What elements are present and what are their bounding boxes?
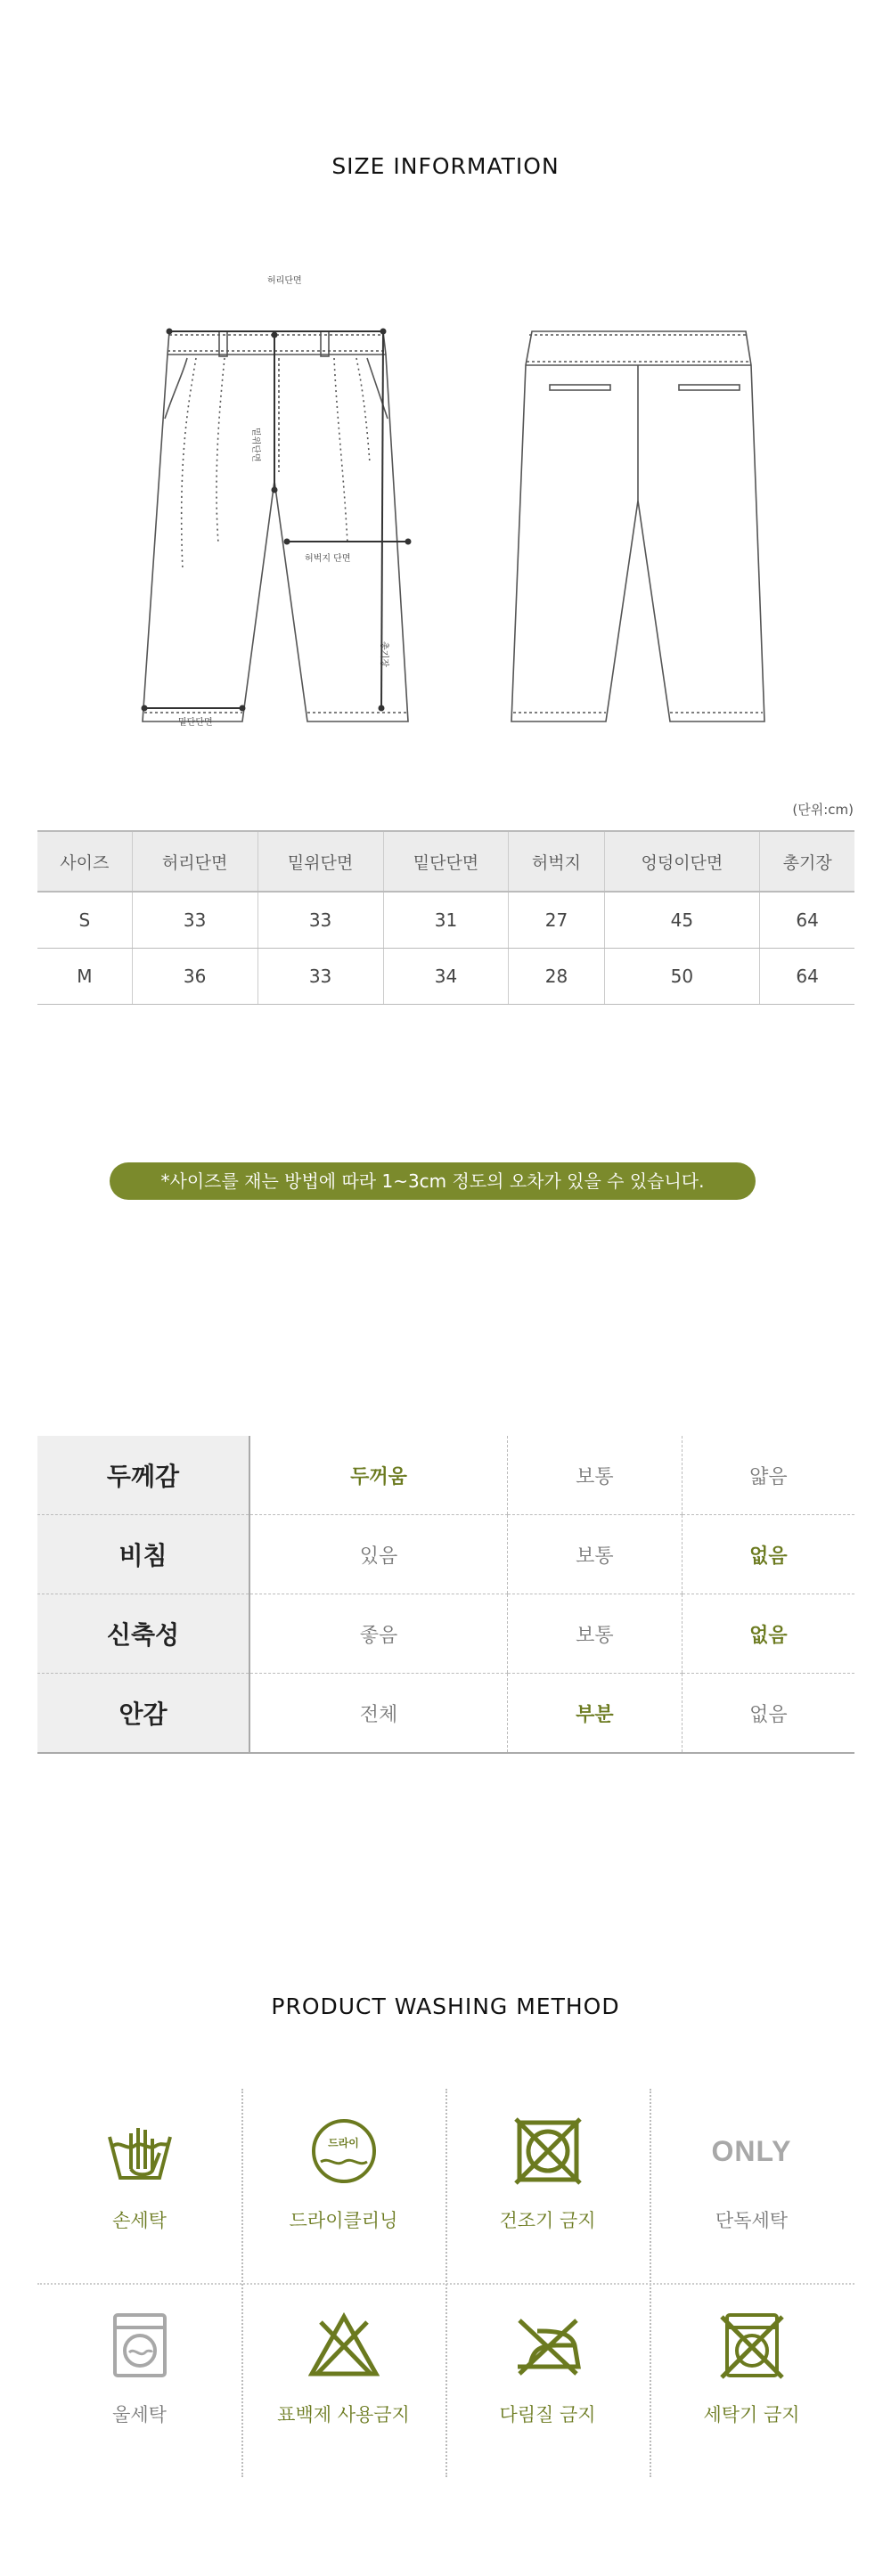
wash-label: 표백제 사용금지: [277, 2404, 410, 2425]
header-cell: 사이즈: [37, 831, 132, 892]
wash-item: [241, 2283, 446, 2477]
thigh-label: 허벅지 단면: [305, 554, 351, 564]
table-cell: 28: [509, 949, 604, 1005]
fabric-option: 부분: [507, 1674, 682, 1754]
length-label: 총기장: [379, 641, 388, 667]
wash-item: [37, 2089, 241, 2283]
table-cell: 64: [760, 949, 854, 1005]
table-cell: 27: [509, 892, 604, 949]
size-section-title: SIZE INFORMATION: [331, 153, 560, 179]
table-cell: M: [37, 949, 132, 1005]
table-cell: 33: [257, 892, 383, 949]
fabric-option: 좋음: [249, 1594, 507, 1674]
no-machine-wash-icon: [716, 2310, 788, 2381]
fabric-row-label: 신축성: [37, 1594, 249, 1674]
wash-label: 손세탁: [112, 2210, 167, 2231]
wash-label: 울세탁: [112, 2404, 167, 2425]
table-cell: 33: [257, 949, 383, 1005]
table-row: [37, 892, 854, 949]
wash-item: [446, 2089, 650, 2283]
fabric-option: 보통: [507, 1515, 682, 1594]
no-tumble-dry-icon: [512, 2115, 584, 2187]
fabric-option: 없음: [682, 1674, 854, 1754]
size-table-header: [37, 831, 854, 892]
table-cell: 50: [604, 949, 760, 1005]
table-cell: 33: [132, 892, 257, 949]
fabric-option: 전체: [249, 1674, 507, 1754]
header-cell: 총기장: [760, 831, 854, 892]
hand-wash-icon: [104, 2115, 176, 2187]
size-table: [37, 830, 854, 1005]
header-cell: 엉덩이단면: [604, 831, 760, 892]
fabric-option: 얇음: [682, 1436, 854, 1515]
hem-label: 밑단단면: [178, 718, 213, 728]
wash-item: [37, 2283, 241, 2477]
fabric-row-label: 두께감: [37, 1436, 249, 1515]
fabric-option: 보통: [507, 1594, 682, 1674]
fabric-option: 두꺼움: [249, 1436, 507, 1515]
fabric-row-stretch: [37, 1594, 854, 1674]
fabric-row-label: 안감: [37, 1674, 249, 1754]
measurement-note: *사이즈를 재는 방법에 따라 1~3cm 정도의 오차가 있을 수 있습니다.: [110, 1162, 756, 1200]
wash-separately-icon: [711, 2115, 792, 2187]
table-row: [37, 949, 854, 1005]
washing-grid: [37, 2089, 854, 2477]
table-cell: 36: [132, 949, 257, 1005]
header-cell: 허벅지: [509, 831, 604, 892]
header-cell: 밑단단면: [383, 831, 509, 892]
fabric-option: 보통: [507, 1436, 682, 1515]
header-cell: 밑위단면: [257, 831, 383, 892]
wash-label: 드라이클리닝: [289, 2210, 398, 2231]
fabric-option: 있음: [249, 1515, 507, 1594]
fabric-option: 없음: [682, 1515, 854, 1594]
wash-item: [241, 2089, 446, 2283]
wash-label: 건조기 금지: [499, 2210, 596, 2231]
wash-item: [446, 2283, 650, 2477]
table-cell: S: [37, 892, 132, 949]
fabric-row-thickness: [37, 1436, 854, 1515]
unit-label: (단위:cm): [792, 802, 854, 818]
washing-section-title: PRODUCT WASHING METHOD: [271, 1993, 620, 2019]
fabric-info-table: [37, 1436, 854, 1754]
dry-clean-icon: [308, 2115, 380, 2187]
fabric-row-label: 비침: [37, 1515, 249, 1594]
fabric-option: 없음: [682, 1594, 854, 1674]
only-text: ONLY: [711, 2135, 792, 2167]
table-cell: 45: [604, 892, 760, 949]
table-cell: 34: [383, 949, 509, 1005]
wash-label: 단독세탁: [715, 2210, 789, 2231]
table-cell: 64: [760, 892, 854, 949]
fabric-row-sheerness: [37, 1515, 854, 1594]
fabric-row-lining: [37, 1674, 854, 1754]
header-cell: 허리단면: [132, 831, 257, 892]
waist-label: 허리단면: [267, 276, 302, 286]
pants-diagram: [0, 258, 891, 739]
dry-clean-icon-text: 드라이: [328, 2137, 359, 2149]
wash-item: [650, 2283, 854, 2477]
wash-item: [650, 2089, 854, 2283]
wash-label: 다림질 금지: [499, 2404, 596, 2425]
table-cell: 31: [383, 892, 509, 949]
no-bleach-icon: [308, 2310, 380, 2381]
wool-wash-icon: [104, 2310, 176, 2381]
rise-label: 밑위단면: [250, 428, 260, 462]
wash-label: 세탁기 금지: [703, 2404, 800, 2425]
no-iron-icon: [512, 2310, 584, 2381]
